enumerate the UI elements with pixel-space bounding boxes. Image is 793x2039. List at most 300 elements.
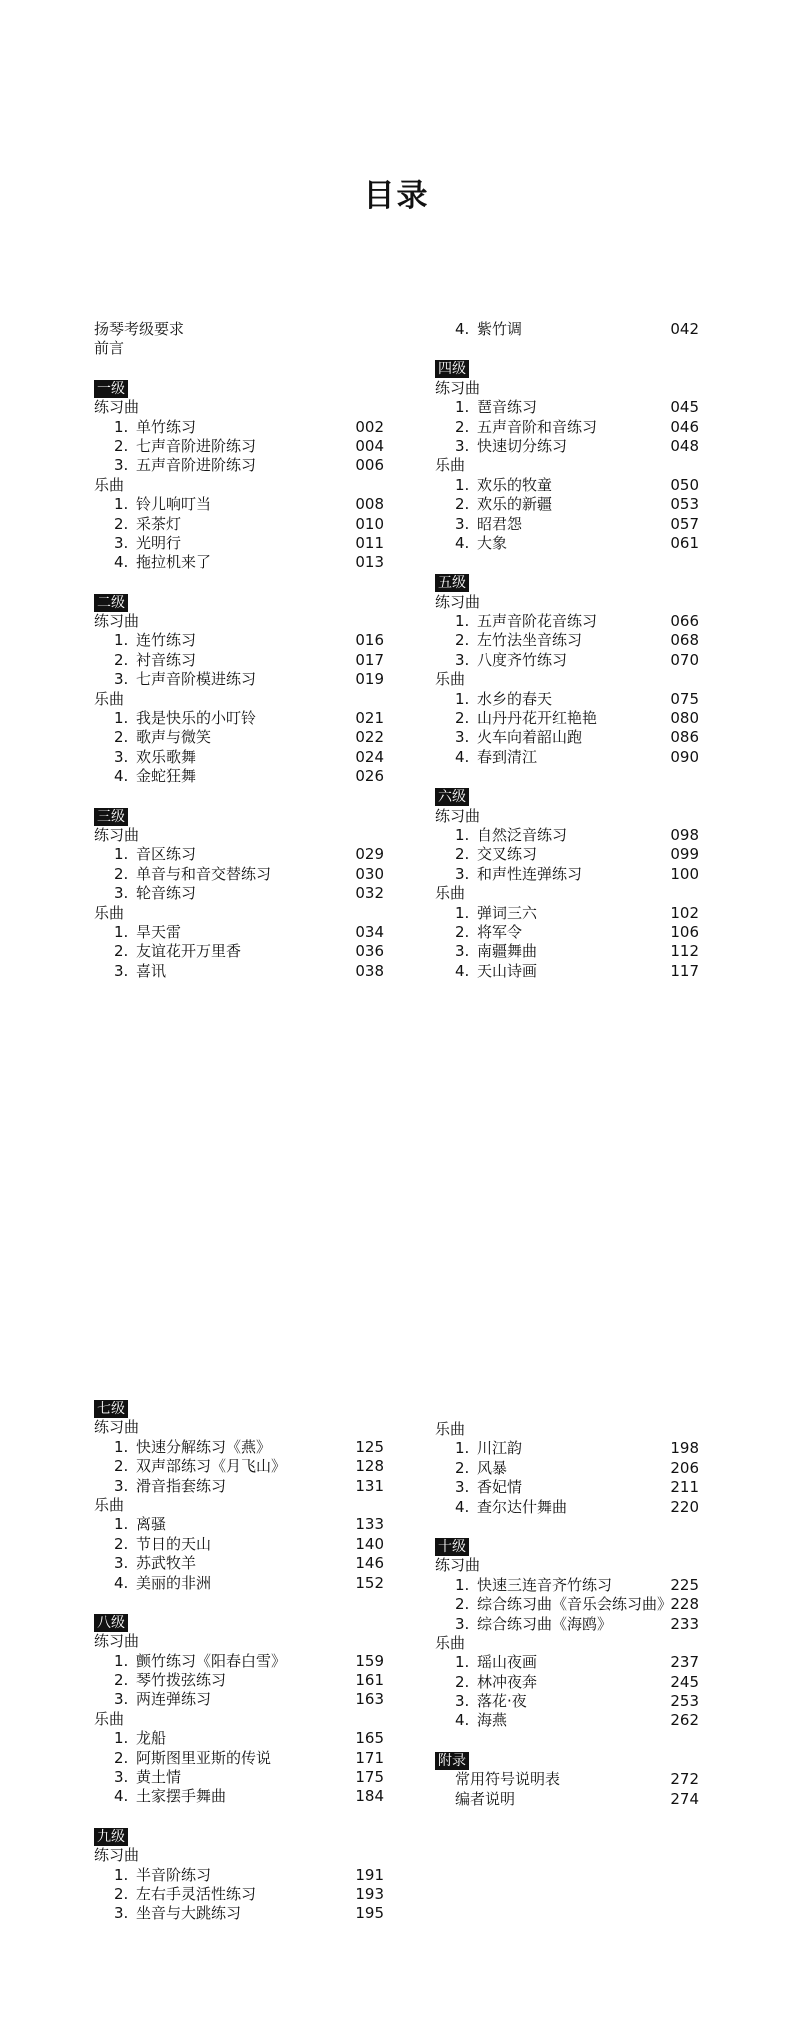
toc-entry[interactable] — [94, 1515, 384, 1534]
toc-entry[interactable] — [435, 1576, 699, 1595]
entry-number: 4. — [114, 767, 129, 786]
entry-number: 1. — [455, 1439, 470, 1458]
group-heading: 练习曲 — [435, 378, 481, 397]
entry-number: 3. — [455, 728, 470, 747]
toc-entry[interactable] — [435, 612, 699, 631]
toc-entry[interactable] — [435, 904, 699, 923]
level-heading — [435, 787, 699, 806]
entry-page-number: 013 — [355, 553, 384, 572]
entry-title: 土家摆手舞曲 — [136, 1787, 227, 1806]
entry-page-number: 228 — [670, 1595, 699, 1614]
toc-entry[interactable] — [435, 437, 699, 456]
entry-page-number: 090 — [670, 747, 699, 766]
entry-number: 2. — [114, 1457, 129, 1476]
entry-title: 快速三连音齐竹练习 — [477, 1575, 613, 1594]
entry-title: 欢乐的新疆 — [477, 495, 553, 514]
entry-title: 喜讯 — [136, 961, 167, 980]
entry-number: 1. — [114, 631, 129, 650]
toc-entry[interactable] — [435, 845, 699, 864]
entry-page-number: 024 — [355, 747, 384, 766]
entry-title: 七声音阶模进练习 — [136, 670, 257, 689]
entry-page-number: 233 — [670, 1614, 699, 1633]
entry-title: 拖拉机来了 — [136, 553, 212, 572]
entry-number: 2. — [455, 1672, 470, 1691]
entry-page-number: 262 — [670, 1711, 699, 1730]
entry-number: 2. — [114, 436, 129, 455]
toc-entry[interactable] — [94, 1477, 384, 1496]
entry-page-number: 042 — [670, 320, 699, 338]
toc-entry[interactable] — [435, 1653, 699, 1672]
section-gap — [94, 787, 384, 807]
entry-title: 单音与和音交替练习 — [136, 864, 272, 883]
group-heading: 乐曲 — [94, 1495, 125, 1514]
level-heading — [435, 359, 699, 378]
group-heading: 乐曲 — [435, 1420, 466, 1438]
entry-number: 1. — [114, 1729, 129, 1748]
entry-number: 3. — [114, 747, 129, 766]
entry-number: 1. — [114, 1865, 129, 1884]
entry-page-number: 274 — [670, 1789, 699, 1808]
entry-page-number: 008 — [355, 495, 384, 514]
entry-number: 2. — [114, 1884, 129, 1903]
toc-entry[interactable] — [435, 534, 699, 553]
entry-page-number: 225 — [670, 1575, 699, 1594]
entry-number: 2. — [114, 728, 129, 747]
entry-title: 交叉练习 — [477, 845, 538, 864]
entry-number: 4. — [455, 320, 470, 338]
section-gap — [435, 767, 699, 787]
entry-page-number: 237 — [670, 1653, 699, 1672]
toc-entry[interactable] — [435, 1692, 699, 1711]
entry-page-number: 021 — [355, 709, 384, 728]
entry-number: 2. — [114, 942, 129, 961]
entry-page-number: 006 — [355, 456, 384, 475]
group-heading: 练习曲 — [94, 1418, 140, 1437]
entry-number: 1. — [114, 845, 129, 864]
toc-entry[interactable] — [94, 709, 384, 728]
entry-page-number: 017 — [355, 650, 384, 669]
entry-page-number: 086 — [670, 728, 699, 747]
entry-page-number: 125 — [355, 1437, 384, 1456]
toc-entry[interactable] — [435, 1498, 699, 1517]
entry-title: 单竹练习 — [136, 417, 197, 436]
group-heading: 乐曲 — [94, 689, 125, 708]
entry-title: 紫竹调 — [477, 320, 523, 338]
entry-page-number: 102 — [670, 903, 699, 922]
entry-number: 3. — [114, 1690, 129, 1709]
entry-title: 欢乐歌舞 — [136, 747, 197, 766]
entry-title: 琶音练习 — [477, 398, 538, 417]
toc-column-top-right — [435, 320, 699, 981]
entry-page-number: 010 — [355, 514, 384, 533]
entry-title: 弹词三六 — [477, 903, 538, 922]
entry-page-number: 161 — [355, 1671, 384, 1690]
toc-entry[interactable] — [94, 1787, 384, 1806]
group-heading: 乐曲 — [435, 1633, 466, 1652]
toc-entry[interactable] — [94, 1554, 384, 1573]
toc-entry[interactable] — [94, 845, 384, 864]
entry-number: 4. — [114, 1573, 129, 1592]
entry-title: 五声音阶花音练习 — [477, 612, 598, 631]
entry-title: 旱天雷 — [136, 922, 182, 941]
entry-number: 3. — [455, 1614, 470, 1633]
entry-title: 海燕 — [477, 1711, 508, 1730]
toc-entry[interactable] — [435, 1478, 699, 1497]
toc-entry[interactable] — [435, 748, 699, 767]
group-heading: 乐曲 — [94, 903, 125, 922]
entry-number: 2. — [455, 417, 470, 436]
toc-entry[interactable] — [435, 1770, 699, 1789]
entry-page-number: 075 — [670, 689, 699, 708]
entry-page-number: 171 — [355, 1748, 384, 1767]
entry-title: 滑音指套练习 — [136, 1476, 227, 1495]
toc-entry[interactable] — [94, 1768, 384, 1787]
toc-entry[interactable] — [94, 534, 384, 553]
entry-title: 金蛇狂舞 — [136, 767, 197, 786]
entry-title: 风暴 — [477, 1458, 508, 1477]
entry-title: 快速分解练习《燕》 — [136, 1437, 272, 1456]
toc-entry[interactable] — [435, 923, 699, 942]
level-heading — [94, 593, 384, 612]
entry-number: 1. — [455, 1575, 470, 1594]
entry-title: 我是快乐的小叮铃 — [136, 709, 257, 728]
entry-page-number: 131 — [355, 1476, 384, 1495]
group-heading: 练习曲 — [435, 592, 481, 611]
toc-entry[interactable] — [94, 1904, 384, 1923]
entry-title: 编者说明 — [455, 1789, 516, 1808]
entry-page-number: 061 — [670, 533, 699, 552]
toc-entry[interactable] — [94, 418, 384, 437]
appendix-badge: 附录 — [435, 1752, 469, 1770]
entry-page-number: 112 — [670, 942, 699, 961]
entry-number: 3. — [114, 1476, 129, 1495]
toc-entry[interactable] — [94, 515, 384, 534]
toc-entry[interactable] — [94, 1749, 384, 1768]
entry-number: 2. — [455, 631, 470, 650]
entry-number: 3. — [455, 1692, 470, 1711]
entry-number: 2. — [114, 1534, 129, 1553]
entry-page-number: 195 — [355, 1904, 384, 1923]
entry-page-number: 146 — [355, 1554, 384, 1573]
entry-number: 1. — [114, 1651, 129, 1670]
entry-title: 颤竹练习《阳春白雪》 — [136, 1651, 287, 1670]
toc-entry[interactable] — [435, 476, 699, 495]
entry-title: 友谊花开万里香 — [136, 942, 242, 961]
entry-title: 和声性连弹练习 — [477, 864, 583, 883]
toc-entry[interactable] — [94, 1866, 384, 1885]
entry-title: 查尔达什舞曲 — [477, 1497, 568, 1516]
entry-number: 4. — [455, 1711, 470, 1730]
toc-entry[interactable] — [94, 1574, 384, 1593]
entry-title: 八度齐竹练习 — [477, 650, 568, 669]
level-badge: 三级 — [94, 808, 128, 826]
entry-title: 美丽的非洲 — [136, 1573, 212, 1592]
entry-number: 3. — [455, 1478, 470, 1497]
entry-number: 1. — [114, 1437, 129, 1456]
group-heading: 练习曲 — [94, 398, 140, 417]
entry-title: 左竹法坐音练习 — [477, 631, 583, 650]
toc-entry[interactable] — [94, 923, 384, 942]
toc-entry[interactable] — [94, 1885, 384, 1904]
toc-entry[interactable] — [94, 962, 384, 981]
entry-page-number: 245 — [670, 1672, 699, 1691]
group-heading: 练习曲 — [94, 1846, 140, 1865]
entry-number: 1. — [455, 825, 470, 844]
entry-number: 4. — [455, 747, 470, 766]
level-badge: 五级 — [435, 574, 469, 592]
group-heading: 练习曲 — [435, 806, 481, 825]
level-badge: 二级 — [94, 594, 128, 612]
toc-entry[interactable] — [435, 651, 699, 670]
entry-title: 衬音练习 — [136, 650, 197, 669]
entry-title: 歌声与微笑 — [136, 728, 212, 747]
section-gap — [435, 1731, 699, 1751]
entry-title: 将军令 — [477, 922, 523, 941]
entry-title: 大象 — [477, 533, 508, 552]
entry-number: 2. — [455, 1458, 470, 1477]
toc-entry[interactable] — [435, 1595, 699, 1614]
group-heading: 乐曲 — [94, 475, 125, 494]
entry-title: 双声部练习《月飞山》 — [136, 1457, 287, 1476]
toc-entry[interactable] — [435, 320, 699, 339]
level-badge: 十级 — [435, 1538, 469, 1556]
entry-number: 2. — [455, 845, 470, 864]
entry-title: 轮音练习 — [136, 884, 197, 903]
level-heading — [435, 1537, 699, 1556]
entry-page-number: 175 — [355, 1768, 384, 1787]
page-title: 目录 — [363, 178, 430, 214]
entry-page-number: 098 — [670, 825, 699, 844]
entry-number: 1. — [455, 903, 470, 922]
toc-entry[interactable] — [435, 1790, 699, 1809]
toc-entry[interactable] — [94, 884, 384, 903]
group-heading: 练习曲 — [94, 1632, 140, 1651]
level-heading — [94, 1613, 384, 1632]
entry-title: 两连弹练习 — [136, 1690, 212, 1709]
entry-page-number: 152 — [355, 1573, 384, 1592]
group-heading: 练习曲 — [435, 1556, 481, 1575]
entry-number: 2. — [114, 864, 129, 883]
toc-entry[interactable] — [94, 456, 384, 475]
toc-entry[interactable] — [94, 1729, 384, 1748]
entry-number: 1. — [114, 922, 129, 941]
entry-page-number: 053 — [670, 495, 699, 514]
level-badge: 七级 — [94, 1400, 128, 1418]
level-badge: 四级 — [435, 360, 469, 378]
group-heading: 练习曲 — [94, 612, 140, 631]
entry-title: 落花·夜 — [477, 1692, 527, 1711]
toc-entry[interactable] — [94, 437, 384, 456]
entry-number: 3. — [114, 670, 129, 689]
toc-entry[interactable] — [435, 962, 699, 981]
section-gap — [435, 339, 699, 359]
toc-entry[interactable] — [435, 1673, 699, 1692]
entry-page-number: 184 — [355, 1787, 384, 1806]
entry-number: 3. — [114, 884, 129, 903]
entry-title: 五声音阶和音练习 — [477, 417, 598, 436]
entry-number: 1. — [455, 689, 470, 708]
entry-page-number: 106 — [670, 922, 699, 941]
toc-entry[interactable] — [435, 631, 699, 650]
entry-number: 1. — [114, 709, 129, 728]
entry-title: 火车向着韶山跑 — [477, 728, 583, 747]
entry-title: 音区练习 — [136, 845, 197, 864]
toc-entry[interactable] — [435, 728, 699, 747]
entry-title: 铃儿响叮当 — [136, 495, 212, 514]
entry-title: 阿斯图里亚斯的传说 — [136, 1748, 272, 1767]
entry-title: 川江韵 — [477, 1439, 523, 1458]
entry-title: 琴竹拨弦练习 — [136, 1671, 227, 1690]
toc-entry[interactable] — [94, 553, 384, 572]
entry-number: 1. — [455, 475, 470, 494]
entry-page-number: 191 — [355, 1865, 384, 1884]
entry-page-number: 019 — [355, 670, 384, 689]
entry-title: 离骚 — [136, 1515, 167, 1534]
entry-title: 水乡的春天 — [477, 689, 553, 708]
entry-number: 1. — [455, 398, 470, 417]
entry-number: 4. — [114, 553, 129, 572]
toc-entry[interactable] — [435, 1459, 699, 1478]
section-gap — [435, 553, 699, 573]
entry-number: 3. — [455, 650, 470, 669]
entry-page-number: 193 — [355, 1884, 384, 1903]
entry-title: 自然泛音练习 — [477, 825, 568, 844]
entry-page-number: 159 — [355, 1651, 384, 1670]
entry-page-number: 036 — [355, 942, 384, 961]
entry-number: 2. — [114, 1748, 129, 1767]
entry-page-number: 068 — [670, 631, 699, 650]
level-badge: 八级 — [94, 1614, 128, 1632]
toc-entry[interactable] — [94, 1671, 384, 1690]
toc-entry-intro: 前言 — [94, 339, 125, 358]
entry-title: 林冲夜奔 — [477, 1672, 538, 1691]
toc-entry[interactable] — [94, 670, 384, 689]
entry-page-number: 032 — [355, 884, 384, 903]
entry-page-number: 034 — [355, 922, 384, 941]
toc-entry[interactable] — [435, 826, 699, 845]
toc-entry[interactable] — [94, 1438, 384, 1457]
toc-entry[interactable] — [94, 1457, 384, 1476]
toc-entry[interactable] — [435, 690, 699, 709]
entry-page-number: 066 — [670, 612, 699, 631]
entry-page-number: 038 — [355, 961, 384, 980]
toc-entry[interactable] — [435, 865, 699, 884]
toc-column-bottom-right — [435, 1420, 699, 1809]
entry-number: 3. — [455, 436, 470, 455]
entry-title: 光明行 — [136, 533, 182, 552]
toc-entry[interactable] — [435, 1615, 699, 1634]
toc-entry[interactable] — [435, 942, 699, 961]
toc-entry[interactable] — [94, 1690, 384, 1709]
level-heading — [435, 573, 699, 592]
entry-title: 常用符号说明表 — [455, 1770, 561, 1789]
entry-title: 春到清江 — [477, 747, 538, 766]
entry-page-number: 206 — [670, 1458, 699, 1477]
entry-page-number: 117 — [670, 961, 699, 980]
entry-number: 3. — [455, 864, 470, 883]
entry-page-number: 070 — [670, 650, 699, 669]
entry-title: 七声音阶进阶练习 — [136, 436, 257, 455]
toc-entry[interactable] — [94, 865, 384, 884]
entry-page-number: 016 — [355, 631, 384, 650]
toc-entry[interactable] — [435, 418, 699, 437]
entry-page-number: 211 — [670, 1478, 699, 1497]
entry-page-number: 128 — [355, 1457, 384, 1476]
toc-entry[interactable] — [94, 767, 384, 786]
group-heading: 乐曲 — [435, 456, 466, 475]
entry-number: 1. — [114, 495, 129, 514]
entry-title: 苏武牧羊 — [136, 1554, 197, 1573]
toc-entry[interactable] — [94, 651, 384, 670]
toc-entry[interactable] — [435, 515, 699, 534]
entry-page-number: 220 — [670, 1497, 699, 1516]
entry-number: 2. — [114, 650, 129, 669]
entry-number: 1. — [455, 1653, 470, 1672]
entry-number: 2. — [455, 709, 470, 728]
entry-number: 1. — [114, 1515, 129, 1534]
toc-entry[interactable] — [94, 1535, 384, 1554]
entry-page-number: 198 — [670, 1439, 699, 1458]
entry-title: 综合练习曲《音乐会练习曲》 — [477, 1595, 673, 1614]
entry-number: 1. — [455, 612, 470, 631]
toc-entry[interactable] — [94, 728, 384, 747]
toc-entry[interactable] — [94, 495, 384, 514]
toc-entry[interactable] — [435, 1711, 699, 1730]
toc-entry[interactable] — [94, 1652, 384, 1671]
entry-number: 3. — [455, 942, 470, 961]
entry-number: 3. — [114, 961, 129, 980]
entry-number: 3. — [114, 1904, 129, 1923]
entry-title: 坐音与大跳练习 — [136, 1904, 242, 1923]
entry-number: 2. — [455, 495, 470, 514]
entry-page-number: 046 — [670, 417, 699, 436]
level-heading — [94, 807, 384, 826]
entry-title: 连竹练习 — [136, 631, 197, 650]
group-heading: 乐曲 — [435, 884, 466, 903]
entry-number: 3. — [114, 456, 129, 475]
entry-number: 2. — [114, 1671, 129, 1690]
group-heading: 乐曲 — [94, 1709, 125, 1728]
toc-entry[interactable] — [435, 398, 699, 417]
level-badge: 九级 — [94, 1828, 128, 1846]
entry-page-number: 140 — [355, 1534, 384, 1553]
toc-entry[interactable] — [94, 748, 384, 767]
entry-page-number: 030 — [355, 864, 384, 883]
entry-page-number: 057 — [670, 514, 699, 533]
entry-title: 快速切分练习 — [477, 436, 568, 455]
level-heading — [94, 1827, 384, 1846]
toc-entry[interactable] — [435, 709, 699, 728]
toc-entry[interactable] — [94, 942, 384, 961]
toc-entry[interactable] — [435, 495, 699, 514]
entry-page-number: 022 — [355, 728, 384, 747]
entry-page-number: 272 — [670, 1770, 699, 1789]
entry-number: 3. — [114, 1554, 129, 1573]
entry-number: 3. — [114, 533, 129, 552]
entry-number: 2. — [455, 1595, 470, 1614]
level-heading — [94, 379, 384, 398]
group-heading: 乐曲 — [435, 670, 466, 689]
toc-entry[interactable] — [94, 631, 384, 650]
toc-entry[interactable] — [435, 1439, 699, 1458]
entry-page-number: 165 — [355, 1729, 384, 1748]
entry-number: 3. — [455, 514, 470, 533]
level-heading — [435, 1751, 699, 1770]
entry-title: 山丹丹花开红艳艳 — [477, 709, 598, 728]
entry-page-number: 002 — [355, 417, 384, 436]
entry-title: 节日的天山 — [136, 1534, 212, 1553]
entry-number: 4. — [455, 1497, 470, 1516]
